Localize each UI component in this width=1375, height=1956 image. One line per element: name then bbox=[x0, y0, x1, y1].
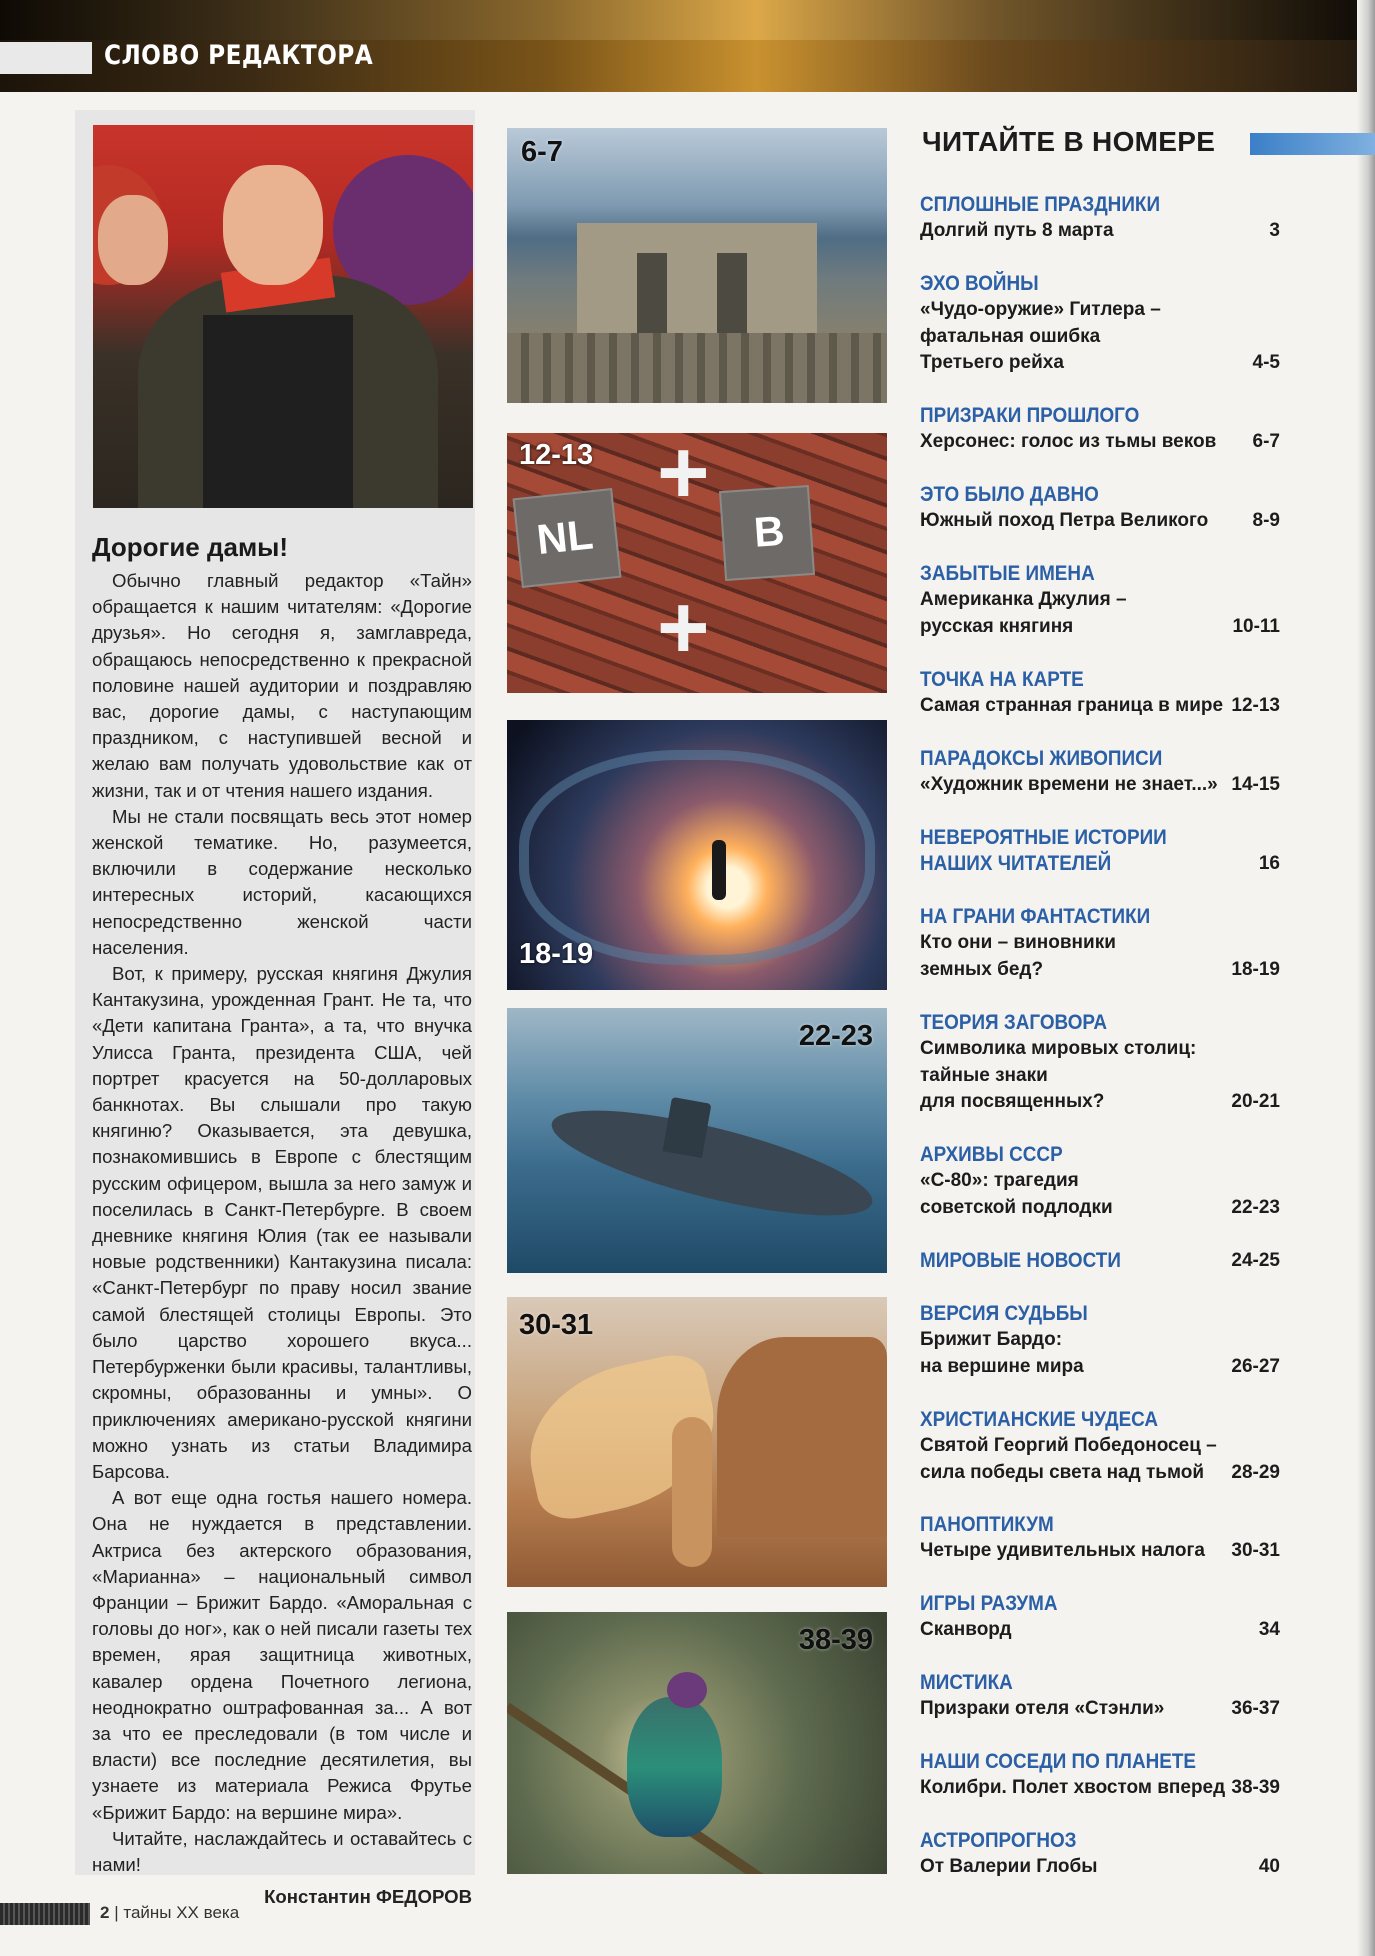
thumbnail-page-label: 38-39 bbox=[798, 1624, 873, 1656]
contents-article-title: Призраки отеля «Стэнли» bbox=[920, 1698, 1165, 1719]
contents-article-title: Сканворд bbox=[920, 1619, 1012, 1640]
thumbnail-page-label: 22-23 bbox=[798, 1020, 873, 1052]
contents-article-title: Американка Джулия – русская княгиня bbox=[920, 589, 1127, 637]
editorial-paragraph: А вот еще одна гостья нашего номера. Она не нуждается в представлении. Актриса без актерского образования, «Марианна» – национальный символ Франции – Брижит Бардо. «Аморальная с головы до ног», как о ней писали газеты тех времен, ярая защитница животных, кавалер ордена Почетного легиона, неоднократно оштрафованная за... А вот за что ее преследовали (в том числе и власти) все последние десятилетия, вы узнаете из материала Режиса Фрутье «Брижит Бардо: на вершине мира». bbox=[92, 1487, 473, 1823]
thumbnail-dancer[interactable] bbox=[507, 1297, 887, 1587]
contents-page-number: 34 bbox=[1258, 1619, 1280, 1640]
editorial-paragraph: Мы не стали посвящать весь этот номер женской тематике. Но, разумеется, включили в содержание несколько интересных историй, касающихся непосредственно женской части населения. bbox=[92, 805, 472, 958]
contents-item[interactable] bbox=[920, 1828, 1290, 1881]
contents-accent-bar bbox=[1250, 133, 1375, 155]
contents-page-number: 8-9 bbox=[1252, 510, 1280, 531]
contents-category: ПРИЗРАКИ ПРОШЛОГО bbox=[920, 404, 1140, 427]
thumbnail-page-label: 30-31 bbox=[519, 1309, 594, 1341]
plus-marker: + bbox=[657, 433, 710, 523]
background-person bbox=[98, 195, 168, 285]
contents-page-number: 24-25 bbox=[1231, 1249, 1280, 1271]
contents-item[interactable] bbox=[920, 403, 1290, 456]
contents-item[interactable] bbox=[920, 1248, 1290, 1274]
contents-page-number: 28-29 bbox=[1231, 1461, 1280, 1483]
editorial-paragraph: Обычно главный редактор «Тайн» обращается к нашим читателям: «Дорогие друзья». Но сегодня я, замглавреда, обращаюсь непосредственно к прекрасной половине нашей аудитории и поздравляю вас, дорогие дамы, с наступающим праздником, с наступившей весной и желаю вам получать удовольствие как от жизни, так и от чтения нашего издания. bbox=[92, 570, 472, 801]
contents-page-number: 6-7 bbox=[1252, 431, 1280, 452]
hummingbird-head bbox=[667, 1672, 707, 1708]
contents-category: ПАНОПТИКУМ bbox=[920, 1513, 1054, 1536]
thumbnail-fantasy[interactable] bbox=[507, 720, 887, 990]
contents-article-title: Южный поход Петра Великого bbox=[920, 510, 1209, 531]
sphinx-shape bbox=[717, 1337, 887, 1537]
contents-page-number: 22-23 bbox=[1231, 1196, 1280, 1218]
contents-article-title: Долгий путь 8 марта bbox=[920, 220, 1114, 241]
contents-category: ТЕОРИЯ ЗАГОВОРА bbox=[920, 1011, 1108, 1034]
contents-category: ПАРАДОКСЫ ЖИВОПИСИ bbox=[920, 747, 1163, 770]
nl-tile bbox=[513, 488, 622, 588]
contents-article-title: «Чудо-оружие» Гитлера – фатальная ошибка Третьего рейха bbox=[920, 299, 1161, 373]
section-title: СЛОВО РЕДАКТОРА bbox=[104, 40, 374, 71]
tile-label-b: B bbox=[752, 506, 786, 556]
contents-article-title: От Валерии Глобы bbox=[920, 1856, 1098, 1877]
submarine-shape bbox=[543, 1089, 880, 1237]
editor-photo bbox=[93, 125, 473, 508]
contents-category: ХРИСТИАНСКИЕ ЧУДЕСА bbox=[920, 1408, 1159, 1431]
contents-article-title: Самая странная граница в мире bbox=[920, 695, 1224, 716]
contents-category: АСТРОПРОГНОЗ bbox=[920, 1829, 1077, 1852]
contents-category: ВЕРСИЯ СУДЬБЫ bbox=[920, 1302, 1088, 1325]
contents-page-number: 18-19 bbox=[1231, 958, 1280, 980]
contents-item[interactable] bbox=[920, 561, 1290, 640]
editorial-signature: Константин ФЕДОРОВ bbox=[264, 1886, 472, 1908]
contents-category: НАШИ СОСЕДИ ПО ПЛАНЕТЕ bbox=[920, 1750, 1197, 1773]
dancer-shape bbox=[672, 1417, 712, 1567]
page-number: 2 bbox=[100, 1903, 110, 1922]
thumbnail-submarine[interactable] bbox=[507, 1008, 887, 1273]
thumbnail-chersonesus[interactable] bbox=[507, 128, 887, 403]
contents-item[interactable] bbox=[920, 1749, 1290, 1802]
contents-item[interactable] bbox=[920, 271, 1290, 377]
contents-category: ЭХО ВОЙНЫ bbox=[920, 272, 1039, 295]
contents-page-number: 16 bbox=[1258, 852, 1280, 874]
contents-page-number: 10-11 bbox=[1232, 615, 1280, 637]
editor-shirt bbox=[203, 315, 353, 508]
contents-category: НА ГРАНИ ФАНТАСТИКИ bbox=[920, 905, 1151, 928]
contents-item[interactable] bbox=[920, 746, 1290, 799]
contents-article-title: Святой Георгий Победоносец – сила победы света над тьмой bbox=[920, 1435, 1217, 1483]
stones-shape bbox=[507, 333, 887, 403]
contents-item[interactable] bbox=[920, 667, 1290, 720]
section-header bbox=[0, 0, 1375, 92]
footer-bar bbox=[0, 1903, 90, 1925]
editorial-greeting: Дорогие дамы! bbox=[92, 532, 289, 562]
thumbnail-page-label: 12-13 bbox=[519, 439, 594, 471]
portal-ring bbox=[519, 750, 875, 965]
editor-face bbox=[223, 165, 323, 285]
contents-page-number: 36-37 bbox=[1231, 1698, 1280, 1719]
editorial-text bbox=[92, 568, 472, 1910]
contents-page-number: 3 bbox=[1269, 220, 1280, 241]
tile-label-nl: NL bbox=[534, 510, 596, 564]
contents-item[interactable] bbox=[920, 192, 1290, 245]
page-edge bbox=[1357, 0, 1375, 1956]
hummingbird-body bbox=[627, 1697, 722, 1837]
contents-page-number: 20-21 bbox=[1231, 1091, 1280, 1112]
contents-category: ИГРЫ РАЗУМА bbox=[920, 1592, 1058, 1615]
footer-separator: | bbox=[114, 1903, 124, 1922]
contents-item[interactable] bbox=[920, 1407, 1290, 1486]
thumbnail-page-label: 6-7 bbox=[521, 136, 563, 168]
thumbnail-page-label: 18-19 bbox=[519, 938, 594, 970]
contents-title: ЧИТАЙТЕ В НОМЕРЕ bbox=[922, 126, 1216, 157]
contents-item[interactable] bbox=[920, 1670, 1290, 1723]
contents-item[interactable] bbox=[920, 1142, 1290, 1221]
contents-category: АРХИВЫ СССР bbox=[920, 1143, 1063, 1166]
contents-page-number: 4-5 bbox=[1252, 352, 1280, 373]
header-accent-bar bbox=[0, 42, 92, 74]
contents-article-title: «Художник времени не знает...» bbox=[920, 774, 1218, 795]
contents-category: ЗАБЫТЫЕ ИМЕНА bbox=[920, 562, 1095, 585]
contents-page-number: 38-39 bbox=[1231, 1777, 1280, 1798]
contents-page-number: 30-31 bbox=[1231, 1540, 1280, 1561]
contents-item[interactable] bbox=[920, 1301, 1290, 1380]
editorial-paragraph: Вот, к примеру, русская княгиня Джулия Кантакузина, урожденная Грант. Не та, что «Дети капитана Гранта», а та, что внучка Улисса Гранта, президента США, чей портрет красуется на 50-долларовых банкнотах. Вы слышали про такую княгиню? Оказывается, эта девушка, познакомившись в Европе с блестящим русским офицером, вышла за него замуж и поселилась в Санкт-Петербурге. В своем дневнике княгиня Юлия (так ее называли новые родственники) Кантакузина писала: «Санкт-Петербург по праву носил звание самой блестящей столицы Европы. Это было царство хорошего вкуса... Петербурженки были красивы, талантливы, скромны, образованны и умны». О приключениях американо-русской княгини можно узнать из статьи Владимира Барсова. bbox=[92, 963, 472, 1482]
contents-article-title: Символика мировых столиц: тайные знаки для посвященных? bbox=[920, 1038, 1197, 1112]
figure-silhouette bbox=[712, 840, 726, 900]
contents-item[interactable] bbox=[920, 825, 1290, 877]
contents-category: МИРОВЫЕ НОВОСТИ bbox=[920, 1249, 1121, 1272]
contents-category: СПЛОШНЫЕ ПРАЗДНИКИ bbox=[920, 193, 1161, 216]
contents-item[interactable] bbox=[920, 1010, 1290, 1116]
contents-category: ТОЧКА НА КАРТЕ bbox=[920, 668, 1084, 691]
magazine-name: тайны XX века bbox=[123, 1903, 240, 1922]
contents-article-title: «С-80»: трагедия советской подлодки bbox=[920, 1170, 1113, 1218]
contents-category: ЭТО БЫЛО ДАВНО bbox=[920, 483, 1099, 506]
b-tile bbox=[719, 485, 815, 581]
thumbnail-border[interactable] bbox=[507, 433, 887, 693]
header-sunset-image bbox=[0, 0, 1375, 40]
contents-item[interactable] bbox=[920, 482, 1290, 535]
contents-article-title: Колибри. Полет хвостом вперед bbox=[920, 1777, 1226, 1798]
contents-item[interactable] bbox=[920, 1512, 1290, 1565]
page-footer bbox=[100, 1903, 239, 1923]
contents-page-number: 26-27 bbox=[1231, 1355, 1280, 1377]
contents-article-title: Херсонес: голос из тьмы веков bbox=[920, 431, 1217, 452]
editorial-paragraph: Читайте, наслаждайтесь и оставайтесь с нами! bbox=[92, 1827, 472, 1875]
contents-category: НЕВЕРОЯТНЫЕ ИСТОРИИ НАШИХ ЧИТАТЕЛЕЙ bbox=[920, 826, 1167, 875]
contents-page-number: 14-15 bbox=[1231, 774, 1280, 795]
contents-category: МИСТИКА bbox=[920, 1671, 1013, 1694]
plus-marker: + bbox=[657, 578, 710, 678]
contents-item[interactable] bbox=[920, 1591, 1290, 1644]
contents-article-title: Четыре удивительных налога bbox=[920, 1540, 1205, 1561]
contents-article-title: Брижит Бардо: на вершине мира bbox=[920, 1329, 1084, 1377]
contents-item[interactable] bbox=[920, 904, 1290, 983]
ruin-shape bbox=[577, 223, 817, 333]
contents-article-title: Кто они – виновники земных бед? bbox=[920, 932, 1116, 980]
contents-page-number: 12-13 bbox=[1231, 695, 1280, 716]
thumbnail-hummingbird[interactable] bbox=[507, 1612, 887, 1874]
contents-page-number: 40 bbox=[1258, 1856, 1280, 1877]
